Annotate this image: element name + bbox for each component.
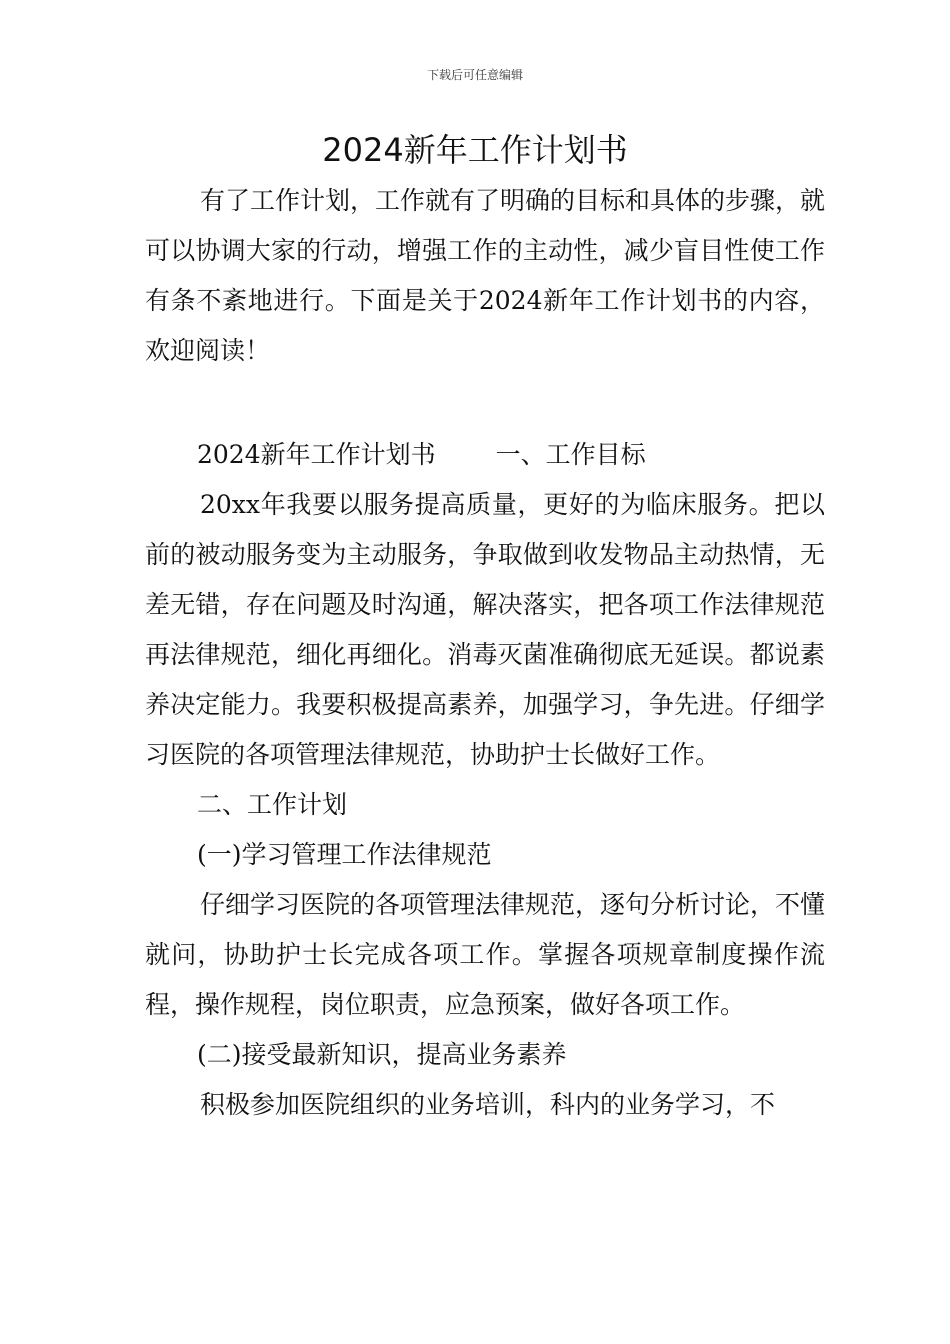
subsection2-heading: (二)接受最新知识，提高业务素养 (197, 1040, 567, 1069)
section1-paragraph: 20xx年我要以服务提高质量，更好的为临床服务。把以前的被动服务变为主动服务，争取做到收发物品主动热情，无差无错，存在问题及时沟通，解决落实，把各项工作法律规范再法律规范，细化再细化。消毒灭菌准确彻底无延误。都说素养决定能力。我要积极提高素养，加强学习，争先进。仔细学习医院的各项管理法律规范，协助护士长做好工作。 (145, 490, 825, 769)
intro-paragraph: 有了工作计划，工作就有了明确的目标和具体的步骤，就可以协调大家的行动，增强工作的主动性，减少盲目性使工作有条不紊地进行。下面是关于2024新年工作计划书的内容，欢迎阅读！ (145, 186, 826, 365)
section2-heading: 二、工作计划 (197, 790, 348, 819)
section-title: 2024新年工作计划书 (197, 440, 436, 469)
paragraph-gap (145, 376, 825, 430)
subsection1-paragraph: 仔细学习医院的各项管理法律规范，逐句分析讨论，不懂就问，协助护士长完成各项工作。掌握各项规章制度操作流程，操作规程，岗位职责，应急预案，做好各项工作。 (145, 890, 826, 1019)
subsection1-heading: (一)学习管理工作法律规范 (197, 840, 492, 869)
document-title: 2024新年工作计划书 (322, 131, 628, 169)
header-note: 下载后可任意编辑 (426, 68, 523, 82)
document-body (145, 176, 825, 1130)
section1-heading: 一、工作目标 (495, 440, 646, 469)
section-title-line (145, 430, 825, 480)
subsection2-paragraph: 积极参加医院组织的业务培训，科内的业务学习，不 (200, 1090, 776, 1119)
